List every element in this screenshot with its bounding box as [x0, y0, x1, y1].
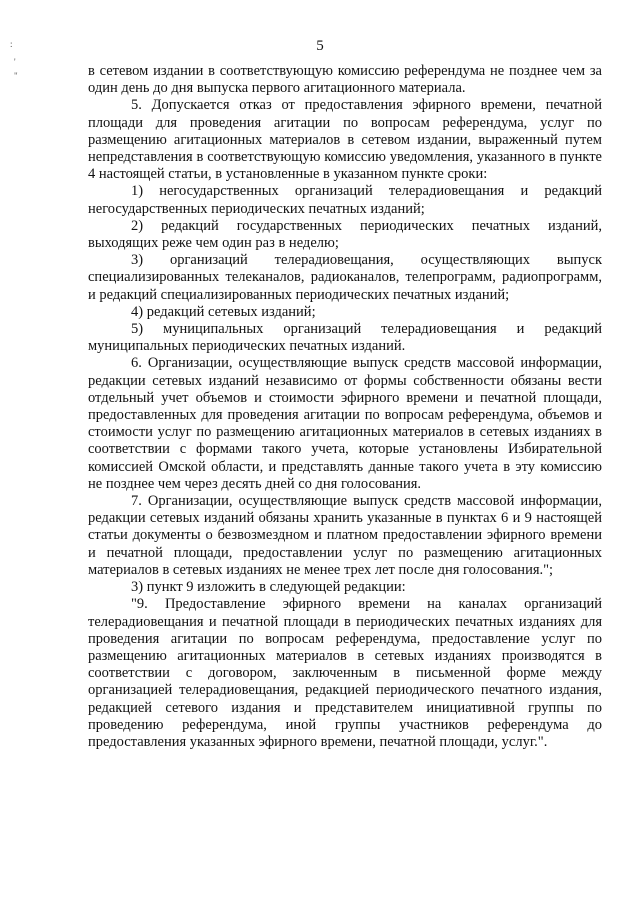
paragraph: 6. Организации, осуществляющие выпуск средств массовой информации, редакции сетевых изданий независимо от формы собственности обязаны вести отдельный учет объемов и стоимости эфирного времени и печатной площади, предоставленных для проведения агитации по вопросам референдума, объемов и стоимости услуг по размещению агитационных материалов в сетевых изданиях в соответствии с формами такого учета, которые установлены Избирательной комиссией Омской области, и представлять данные такого учета в эту комиссию не позднее чем через десять дней со дня голосования.: [88, 355, 602, 492]
paragraph: 2) редакций государственных периодических печатных изданий, выходящих реже чем один раз в неделю;: [88, 217, 602, 252]
paragraph: 3) пункт 9 изложить в следующей редакции:: [131, 579, 406, 596]
scan-mark: ': [14, 57, 16, 67]
paragraph: 1) негосударственных организаций телерадиовещания и редакций негосударственных периодических печатных изданий;: [88, 183, 602, 217]
scan-mark: ": [14, 71, 18, 81]
paragraph: 5) муниципальных организаций телерадиовещания и редакций муниципальных периодических печатных изданий.: [88, 321, 602, 355]
paragraph: 7. Организации, осуществляющие выпуск средств массовой информации, редакции сетевых изданий обязаны хранить указанные в пунктах 6 и 9 настоящей статьи документы о безвозмездном и платном предоставлении эфирного времени и печатной площади, предоставлении услуг по размещению агитационных материалов в сетевых изданиях не менее трех лет после дня голосования.";: [88, 493, 602, 578]
paragraph: "9. Предоставление эфирного времени на каналах организаций телерадиовещания и печатной площади в периодических печатных изданиях для проведения агитации по вопросам референдума, предоставление услуг по размещению агитационных материалов в сетевых изданиях производятся в соответствии с договором, заключенным в письменной форме между организацией телерадиовещания, редакцией периодического печатного издания, редакцией сетевого издания и представителем инициативной группы по проведению референдума, иной группы участников референдума до предоставления указанных эфирного времени, печатной площади, услуг.".: [88, 596, 602, 750]
scan-mark: :: [10, 39, 13, 49]
document-body: [88, 63, 602, 751]
paragraph: 4) редакций сетевых изданий;: [131, 303, 316, 320]
page-number: 5: [316, 38, 324, 54]
paragraph: 5. Допускается отказ от предоставления эфирного времени, печатной площади для проведения агитации по вопросам референдума, услуг по размещению агитационных материалов в сетевом издании, выраженный путем непредставления в соответствующую комиссию уведомления, указанного в пункте 4 настоящей статьи, в установленные в указанном пункте сроки:: [88, 97, 602, 183]
paragraph: в сетевом издании в соответствующую комиссию референдума не позднее чем за один день до дня выпуска первого агитационного материала.: [88, 63, 602, 97]
paragraph: 3) организаций телерадиовещания, осуществляющих выпуск специализированных телеканалов, радиоканалов, телепрограмм, радиопрограмм, и редакций специализированных периодических печатных изданий;: [88, 252, 602, 303]
